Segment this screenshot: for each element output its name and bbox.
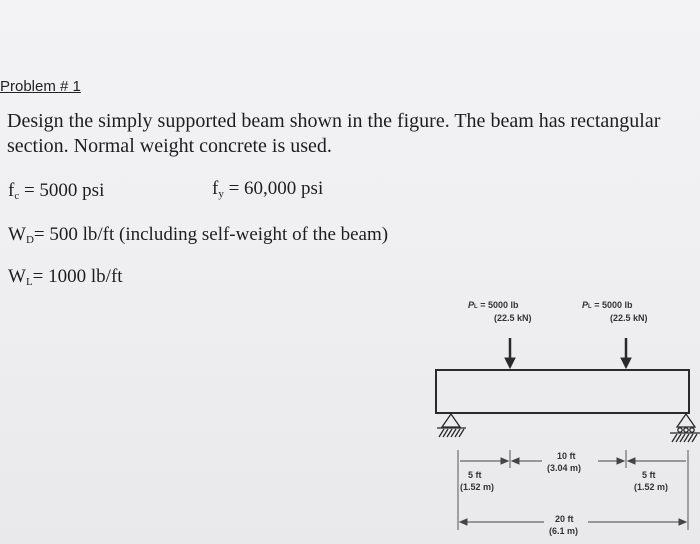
wl-symbol: W [8, 266, 26, 287]
load-left-subscript: L [474, 304, 478, 310]
left-support [437, 414, 466, 437]
dim-right-metric: (1.52 m) [634, 482, 669, 492]
load-right-label [582, 300, 632, 313]
wl-value: = 1000 lb/ft [32, 266, 123, 287]
dim-total-label: 20 ft [555, 514, 574, 524]
problem-heading: Problem # 1 [0, 78, 81, 95]
beam-body [436, 370, 689, 413]
load-left-value: = 5000 lb [480, 300, 519, 310]
fc-symbol: f [8, 180, 15, 201]
dim-total-metric: (6.1 m) [549, 526, 579, 536]
fy-value: = 60,000 psi [228, 178, 324, 199]
load-left-symbol: P [468, 300, 475, 310]
fy-symbol: f [212, 178, 219, 199]
load-right-subscript: L [588, 304, 592, 310]
load-left-metric: (22.5 kN) [494, 313, 532, 323]
load-right-value: = 5000 lb [594, 300, 633, 310]
fc-value: = 5000 psi [23, 180, 105, 201]
right-support [670, 414, 700, 442]
wl-subscript: L [25, 276, 33, 288]
wd-symbol: W [8, 224, 26, 245]
dim-middle-metric: (3.04 m) [547, 463, 582, 473]
fc-subscript: c [14, 190, 20, 202]
wd-subscript: D [25, 234, 34, 246]
dim-left-label: 5 ft [468, 470, 482, 480]
dim-middle-label: 10 ft [557, 451, 576, 461]
problem-statement-line-2: section. Normal weight concrete is used. [7, 135, 332, 157]
problem-statement-line-1: Design the simply supported beam shown in the figure. The beam has rectangular [7, 110, 661, 132]
load-left-label [468, 300, 518, 313]
load-arrow-right [621, 338, 631, 368]
load-right-symbol: P [582, 300, 589, 310]
load-right-metric: (22.5 kN) [610, 313, 648, 323]
dim-right-label: 5 ft [642, 470, 656, 480]
dim-left-metric: (1.52 m) [460, 482, 495, 492]
wd-value: = 500 lb/ft (including self-weight of the beam) [33, 224, 389, 245]
load-arrow-left [505, 338, 515, 368]
fy-subscript: y [218, 188, 224, 200]
